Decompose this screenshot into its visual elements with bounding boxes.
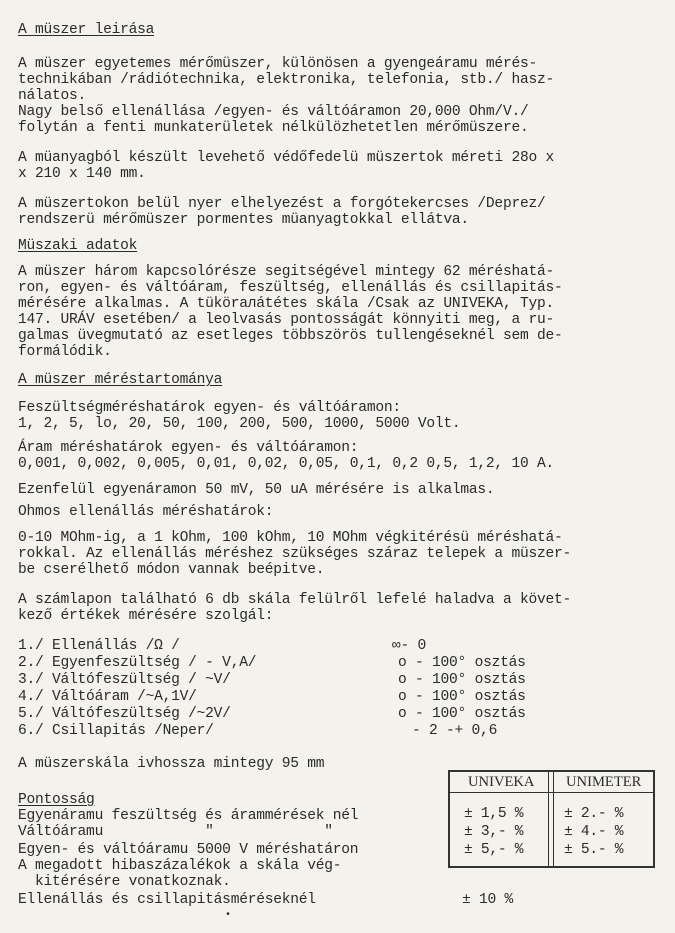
text-line: 147. URÁV esetében/ a leolvasás pontosságát könnyiti meg, a ru-: [18, 312, 554, 328]
table-cell-unimeter: ± 4.- %: [564, 824, 624, 840]
text-line: Nagy belső ellenállása /egyen- és váltóáramon 20,000 Ohm/V./: [18, 104, 529, 120]
text-line: formálódik.: [18, 344, 112, 360]
scale-label: 6./ Csillapitás /Neper/: [18, 723, 214, 739]
text-line: technikában /rádiótechnika, elektronika, telefonia, stb./ hasz-: [18, 72, 554, 88]
scale-range: o - 100° osztás: [398, 655, 526, 671]
text-line: A számlapon található 6 db skála felülről lefelé haladva a követ-: [18, 592, 571, 608]
scale-range: ∞- 0: [392, 638, 427, 654]
text-line: Ezenfelül egyenáramon 50 mV, 50 uA mérésére is alkalmas.: [18, 482, 495, 498]
scale-length-text: A müszerskála ivhossza mintegy 95 mm: [18, 756, 325, 772]
text-line: x 210 x 140 mm.: [18, 166, 146, 182]
text-line: Ellenállás és csillapitásméréseknél: [18, 892, 316, 908]
text-line: Váltóáramu " ": [18, 824, 333, 840]
scale-label: 5./ Váltófeszültség /~2V/: [18, 706, 231, 722]
table-cell-univeka: ± 5,- %: [464, 842, 524, 858]
text-line: galmas üvegmutató az esetleges többszörös tullengéseknél sem de-: [18, 328, 563, 344]
table-header-univeka: UNIVEKA: [468, 774, 535, 790]
table-column-divider: [553, 772, 554, 866]
scale-label: 3./ Váltófeszültség / ~V/: [18, 672, 231, 688]
text-line: ron, egyen- és váltóáram, feszültség, ellenállás és csillapitás-: [18, 280, 563, 296]
text-line: Egyen- és váltóáramu 5000 V méréshatáron: [18, 842, 359, 858]
table-cell-unimeter: ± 5.- %: [564, 842, 624, 858]
scale-range: o - 100° osztás: [398, 672, 526, 688]
resistance-accuracy-value: ± 10 %: [462, 892, 514, 908]
text-line: Ohmos ellenállás méréshatárok:: [18, 504, 274, 520]
text-line: rendszerü mérőmüszer pormentes müanyagtokkal ellátva.: [18, 212, 469, 228]
section-heading-technical-data: Müszaki adatok: [18, 238, 138, 254]
table-column-divider: [548, 772, 549, 866]
page-dot-mark: •: [225, 910, 232, 921]
scale-range: o - 100° osztás: [398, 706, 526, 722]
text-line: Egyenáramu feszültség és árammérések nél: [18, 808, 359, 824]
text-line: A müszertokon belül nyer elhelyezést a forgótekercses /Deprez/: [18, 196, 546, 212]
text-line: rokkal. Az ellenállás méréshez szükséges száraz telepek a müszer-: [18, 546, 571, 562]
text-line: mérésére alkalmas. A tükörалátétes skála /Csak az UNIVEKA, Typ.: [18, 296, 554, 312]
text-line: nálatos.: [18, 88, 87, 104]
table-cell-univeka: ± 1,5 %: [464, 806, 524, 822]
accuracy-table: [448, 770, 655, 868]
text-line: kező értékek mérésére szolgál:: [18, 608, 274, 624]
table-cell-univeka: ± 3,- %: [464, 824, 524, 840]
table-header-unimeter: UNIMETER: [566, 774, 642, 790]
text-line: 0,001, 0,002, 0,005, 0,01, 0,02, 0,05, 0,1, 0,2 0,5, 1,2, 10 A.: [18, 456, 554, 472]
scale-label: 1./ Ellenállás /Ω /: [18, 638, 180, 654]
text-line: A megadott hibaszázalékok a skála vég-: [18, 858, 342, 874]
scale-range: - 2 -+ 0,6: [412, 723, 498, 739]
text-line: folytán a fenti munkaterületek nélkülözhetetlen mérőmüszere.: [18, 120, 529, 136]
text-line: kitérésére vonatkoznak.: [18, 874, 231, 890]
section-heading-accuracy: Pontosság: [18, 792, 95, 808]
text-line: Áram méréshatárok egyen- és váltóáramon:: [18, 440, 359, 456]
text-line: A müanyagból készült levehető védőfedelü müszertok méreti 28o x: [18, 150, 554, 166]
text-line: A müszer három kapcsolórésze segitségével mintegy 62 méréshatá-: [18, 264, 554, 280]
text-line: Feszültségméréshatárok egyen- és váltóáramon:: [18, 400, 401, 416]
text-line: A müszer egyetemes mérőmüszer, különösen a gyengeáramu mérés-: [18, 56, 537, 72]
table-header-divider: [450, 792, 653, 793]
text-line: 0-10 MOhm-ig, a 1 kOhm, 100 kOhm, 10 MOhm végkitérésü méréshatá-: [18, 530, 563, 546]
text-line: 1, 2, 5, lo, 20, 50, 100, 200, 500, 1000, 5000 Volt.: [18, 416, 461, 432]
scale-label: 2./ Egyenfeszültség / - V,A/: [18, 655, 257, 671]
text-line: be cserélhető módon vannak beépitve.: [18, 562, 325, 578]
scale-range: o - 100° osztás: [398, 689, 526, 705]
table-cell-unimeter: ± 2.- %: [564, 806, 624, 822]
scale-label: 4./ Váltóáram /~A,1V/: [18, 689, 197, 705]
section-heading-measuring-range: A müszer méréstartománya: [18, 372, 223, 388]
section-heading-description: A müszer leirása: [18, 22, 155, 38]
